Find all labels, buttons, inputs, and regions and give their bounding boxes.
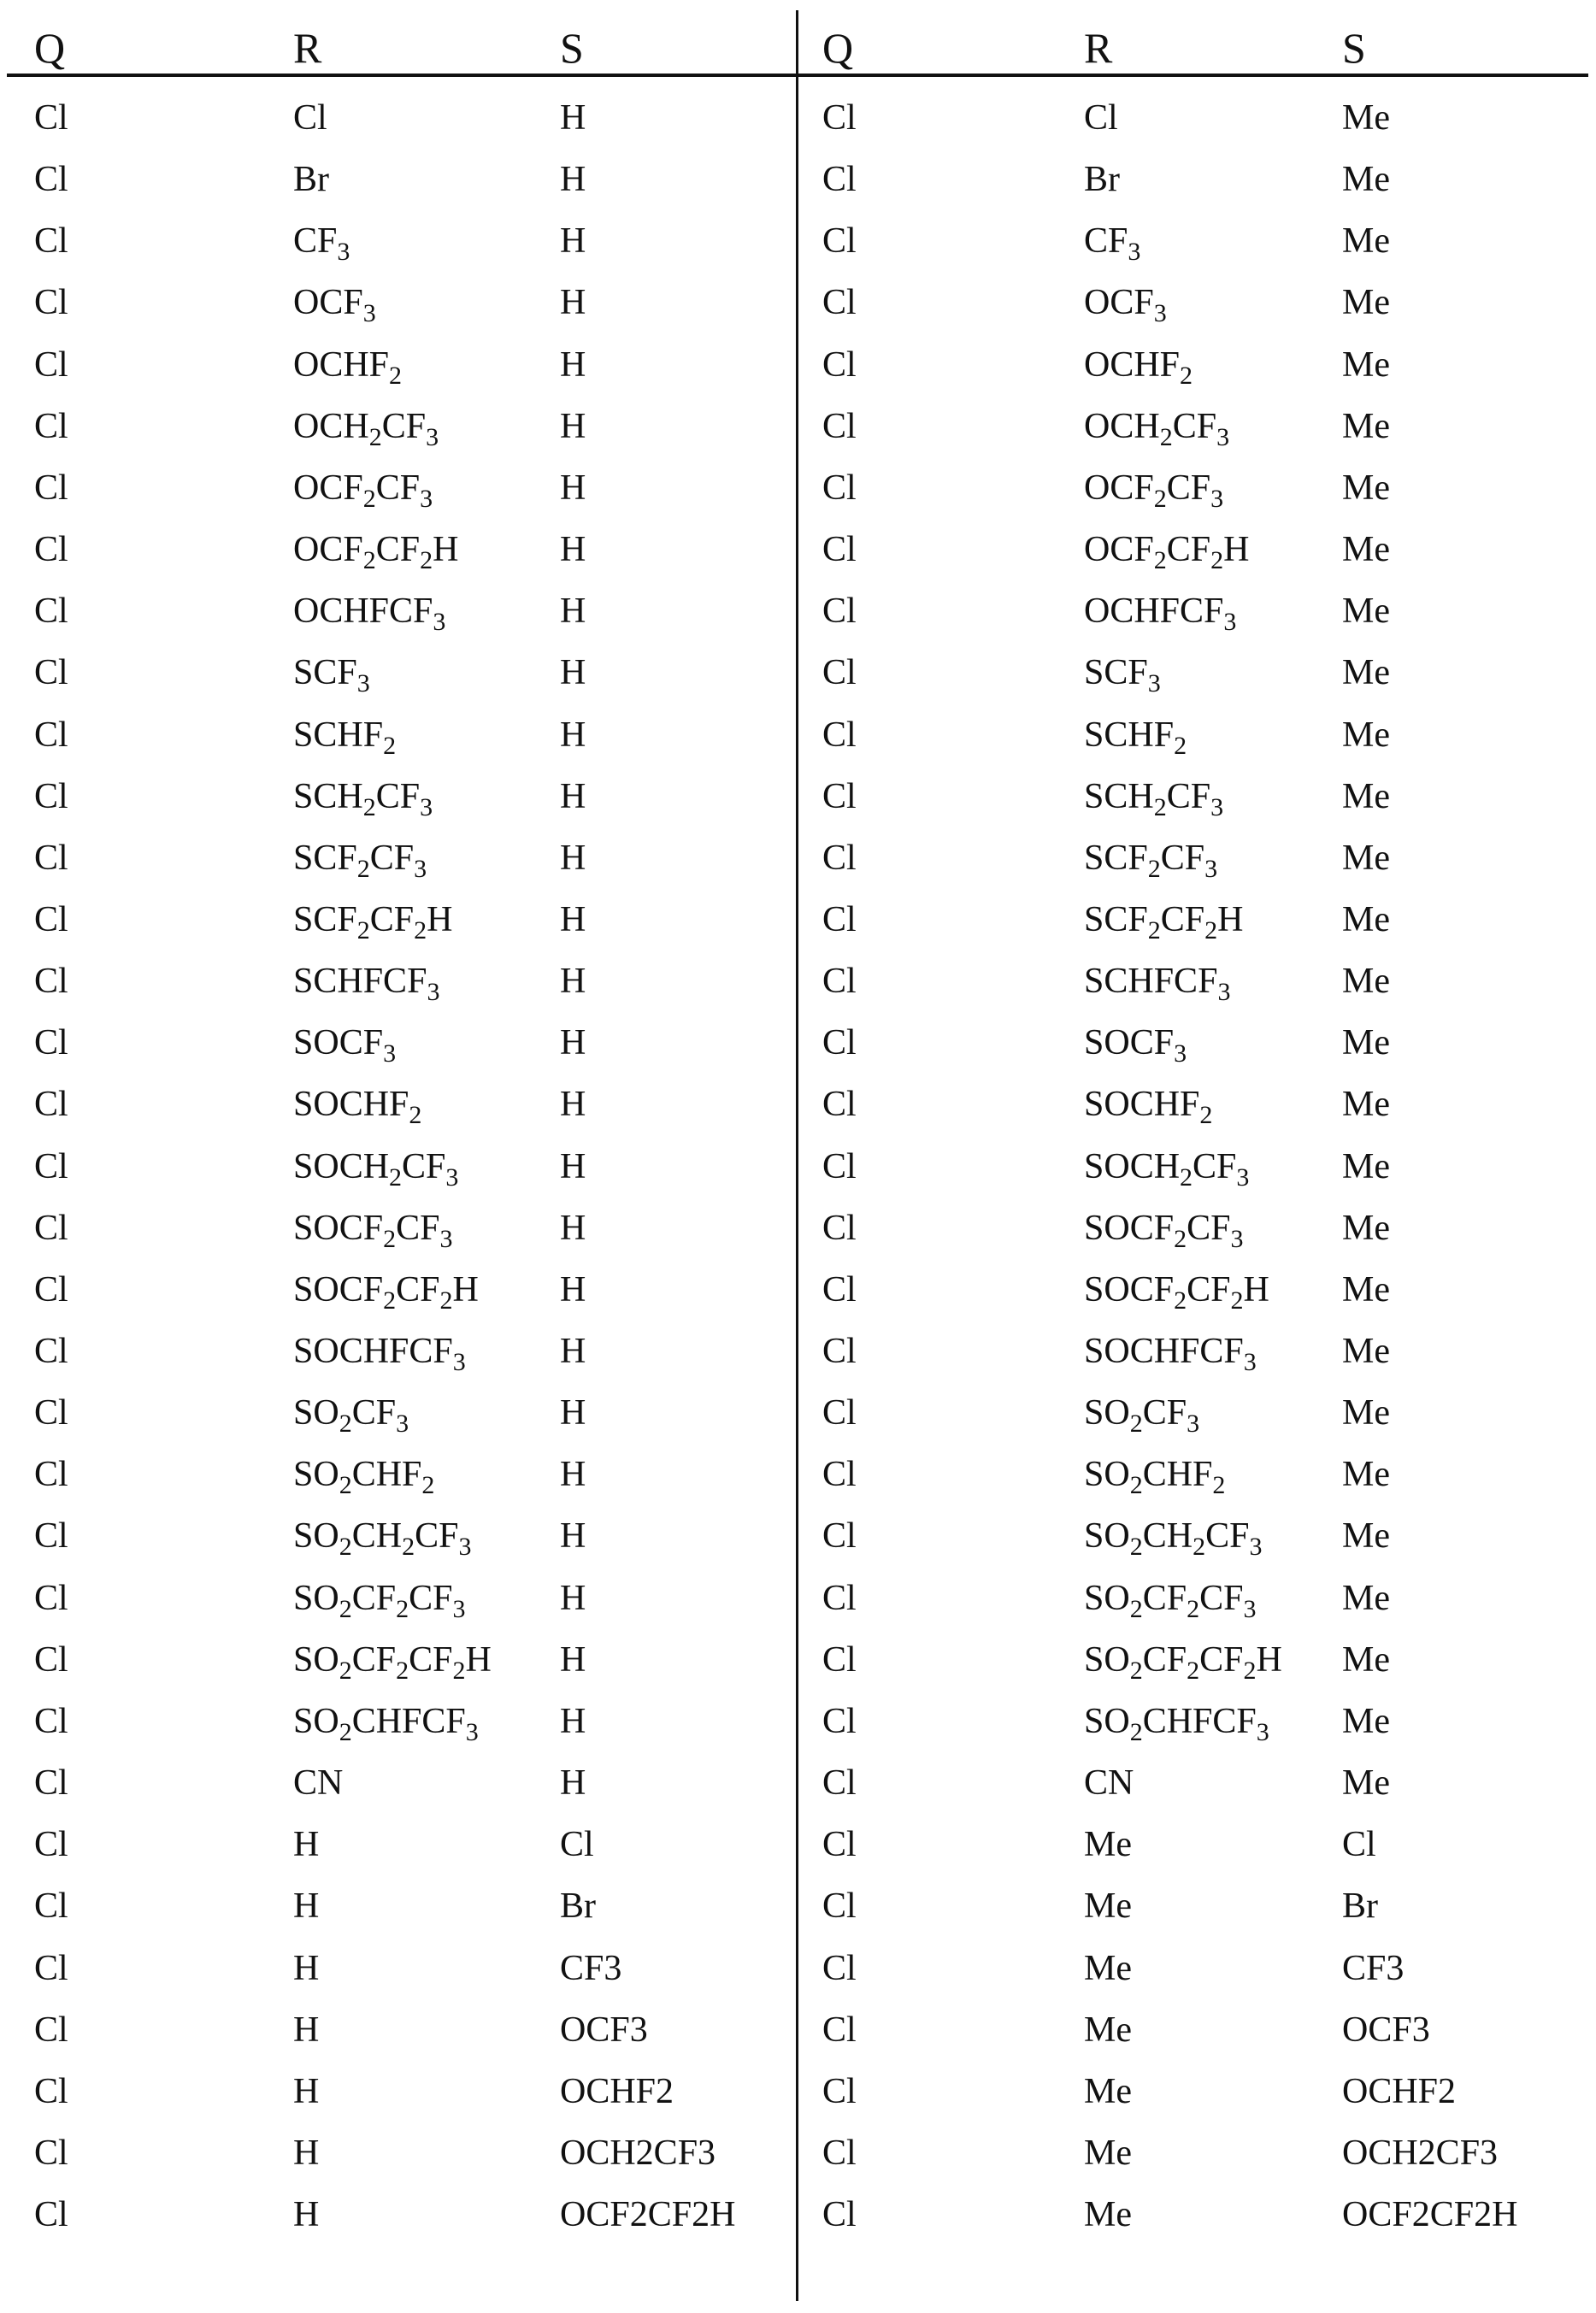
cell-q-right: Cl <box>822 2071 857 2111</box>
cell-r-right: $SCF_2CF_2H$ <box>1084 899 1244 945</box>
table-row <box>0 92 1596 154</box>
cell-q-right: Cl <box>822 468 857 508</box>
table-row <box>0 1079 1596 1140</box>
table-row <box>0 1819 1596 1880</box>
cell-r-right: $SCHF_2$ <box>1084 715 1187 760</box>
cell-s-left: H <box>560 1578 586 1618</box>
cell-q-left: Cl <box>34 1269 68 1310</box>
table-row <box>0 1264 1596 1326</box>
cell-q-right: Cl <box>822 653 857 693</box>
cell-r-left: $SCHF_2$ <box>293 715 397 760</box>
cell-s-right: Me <box>1342 962 1390 1002</box>
table-row <box>0 647 1596 709</box>
cell-q-right: Cl <box>822 1701 857 1741</box>
cell-r-right: $SCH_2CF_3$ <box>1084 776 1224 821</box>
cell-s-right: Me <box>1342 838 1390 878</box>
cell-r-left: H <box>293 1825 320 1865</box>
cell-q-right: Cl <box>822 1578 857 1618</box>
cell-q-right: Cl <box>822 776 857 816</box>
cell-s-left: H <box>560 1023 586 1063</box>
cell-s-right: Me <box>1342 1639 1390 1680</box>
cell-q-right: Cl <box>822 1269 857 1310</box>
cell-r-right: $SOCHFCF_3$ <box>1084 1332 1257 1376</box>
cell-r-right: Cl <box>1084 98 1118 138</box>
cell-s-left: H <box>560 1639 586 1680</box>
cell-q-left: Cl <box>34 1578 68 1618</box>
cell-s-right: Me <box>1342 899 1390 939</box>
cell-q-right: Cl <box>822 2195 857 2235</box>
cell-s-left: H <box>560 283 586 323</box>
cell-s-right: Cl <box>1342 1825 1376 1865</box>
cell-s-right: Me <box>1342 1701 1390 1741</box>
cell-r-left: $SO_2CHF_2$ <box>293 1455 435 1500</box>
cell-r-right: CN <box>1084 1763 1134 1804</box>
cell-q-right: Cl <box>822 2133 857 2173</box>
cell-r-left: $SOCHFCF_3$ <box>293 1332 466 1376</box>
cell-s-left: H <box>560 1085 586 1125</box>
cell-r-right: Me <box>1084 2195 1132 2235</box>
cell-s-right: Me <box>1342 1023 1390 1063</box>
cell-r-left: H <box>293 2010 320 2050</box>
table-row <box>0 586 1596 647</box>
cell-s-left: H <box>560 406 586 446</box>
table-row <box>0 2004 1596 2066</box>
cell-q-right: Cl <box>822 591 857 632</box>
cell-q-right: Cl <box>822 962 857 1002</box>
cell-q-left: Cl <box>34 1639 68 1680</box>
cell-r-right: $OCHF_2$ <box>1084 344 1193 390</box>
cell-s-left: H <box>560 962 586 1002</box>
cell-s-right: Me <box>1342 406 1390 446</box>
cell-r-right: $OCHFCF_3$ <box>1084 591 1237 637</box>
cell-s-left: CF3 <box>560 1948 622 1988</box>
cell-q-right: Cl <box>822 1146 857 1186</box>
cell-s-right: Me <box>1342 468 1390 508</box>
cell-q-right: Cl <box>822 1639 857 1680</box>
table-row <box>0 709 1596 771</box>
cell-r-left: H <box>293 1948 320 1988</box>
cell-r-right: $SO_2CH_2CF_3$ <box>1084 1516 1263 1562</box>
table-row <box>0 277 1596 338</box>
cell-r-left: $SCF_2CF_3$ <box>293 838 427 883</box>
cell-r-right: $CF_3$ <box>1084 221 1141 267</box>
cell-r-right: $SO_2CF_2CF_2H$ <box>1084 1639 1282 1685</box>
cell-q-right: Cl <box>822 715 857 755</box>
cell-r-left: $SCH_2CF_3$ <box>293 776 433 821</box>
cell-s-right: CF3 <box>1342 1948 1405 1988</box>
cell-r-left: CN <box>293 1763 344 1804</box>
cell-q-left: Cl <box>34 1085 68 1125</box>
cell-s-left: H <box>560 530 586 570</box>
cell-r-left: $SCHFCF_3$ <box>293 962 440 1007</box>
cell-q-right: Cl <box>822 1393 857 1433</box>
cell-r-right: $SO_2CHFCF_3$ <box>1084 1701 1269 1746</box>
cell-s-left: H <box>560 1146 586 1186</box>
cell-r-right: $SCHFCF_3$ <box>1084 962 1231 1007</box>
cell-q-left: Cl <box>34 1701 68 1741</box>
table-row <box>0 1757 1596 1819</box>
cell-r-right: $SOCF_3$ <box>1084 1023 1187 1068</box>
table-row <box>0 956 1596 1017</box>
cell-q-left: Cl <box>34 1825 68 1865</box>
cell-q-left: Cl <box>34 899 68 939</box>
cell-r-left: Br <box>293 160 329 200</box>
cell-q-right: Cl <box>822 160 857 200</box>
cell-r-right: Me <box>1084 1886 1132 1927</box>
cell-s-right: Me <box>1342 1208 1390 1248</box>
cell-s-left: H <box>560 468 586 508</box>
cell-s-right: OCH2CF3 <box>1342 2133 1499 2173</box>
cell-q-left: Cl <box>34 1516 68 1557</box>
cell-r-left: H <box>293 2133 320 2173</box>
cell-q-left: Cl <box>34 653 68 693</box>
cell-r-right: Me <box>1084 1825 1132 1865</box>
table-row <box>0 1326 1596 1387</box>
cell-r-left: Cl <box>293 98 327 138</box>
cell-r-left: $SCF_3$ <box>293 653 370 698</box>
cell-q-left: Cl <box>34 1948 68 1988</box>
cell-r-left: $OCHFCF_3$ <box>293 591 446 637</box>
table-row <box>0 1634 1596 1696</box>
cell-q-right: Cl <box>822 221 857 262</box>
cell-q-right: Cl <box>822 1886 857 1927</box>
cell-r-right: $SOCF_2CF_2H$ <box>1084 1269 1269 1315</box>
cell-s-right: Me <box>1342 591 1390 632</box>
cell-r-left: $SOCF_3$ <box>293 1023 397 1068</box>
cell-s-right: Me <box>1342 98 1390 138</box>
cell-q-left: Cl <box>34 530 68 570</box>
cell-r-right: $SOCF_2CF_3$ <box>1084 1208 1244 1253</box>
cell-s-left: H <box>560 899 586 939</box>
header-s-right: S <box>1342 24 1366 72</box>
cell-q-right: Cl <box>822 98 857 138</box>
cell-q-left: Cl <box>34 1763 68 1804</box>
cell-s-left: H <box>560 591 586 632</box>
cell-s-right: OCF3 <box>1342 2010 1430 2050</box>
cell-q-left: Cl <box>34 406 68 446</box>
cell-r-left: $OCH_2CF_3$ <box>293 406 439 451</box>
cell-q-left: Cl <box>34 962 68 1002</box>
cell-q-left: Cl <box>34 468 68 508</box>
cell-r-left: H <box>293 1886 320 1927</box>
cell-s-right: Me <box>1342 160 1390 200</box>
table-row <box>0 2189 1596 2251</box>
cell-q-right: Cl <box>822 344 857 385</box>
cell-r-left: H <box>293 2071 320 2111</box>
cell-q-right: Cl <box>822 1208 857 1248</box>
table-row <box>0 1017 1596 1079</box>
cell-s-left: H <box>560 1393 586 1433</box>
cell-q-right: Cl <box>822 838 857 878</box>
cell-q-right: Cl <box>822 1023 857 1063</box>
cell-q-right: Cl <box>822 899 857 939</box>
cell-q-left: Cl <box>34 1208 68 1248</box>
cell-r-left: $OCF_2CF_2H$ <box>293 530 459 575</box>
table-row <box>0 1203 1596 1264</box>
cell-s-left: H <box>560 653 586 693</box>
cell-q-right: Cl <box>822 406 857 446</box>
header-s-left: S <box>560 24 584 72</box>
cell-s-left: OCH2CF3 <box>560 2133 716 2173</box>
cell-q-left: Cl <box>34 283 68 323</box>
table-row <box>0 1943 1596 2004</box>
table-row <box>0 462 1596 524</box>
cell-q-left: Cl <box>34 98 68 138</box>
cell-q-right: Cl <box>822 1948 857 1988</box>
table-row <box>0 1696 1596 1757</box>
cell-r-left: $SO_2CHFCF_3$ <box>293 1701 479 1746</box>
cell-r-left: $CF_3$ <box>293 221 350 267</box>
cell-r-left: $SOCHF_2$ <box>293 1085 422 1130</box>
cell-q-left: Cl <box>34 2010 68 2050</box>
cell-r-left: $SOCF_2CF_3$ <box>293 1208 453 1253</box>
cell-s-right: Me <box>1342 1455 1390 1495</box>
cell-q-left: Cl <box>34 591 68 632</box>
cell-s-left: H <box>560 838 586 878</box>
cell-s-right: Me <box>1342 283 1390 323</box>
cell-s-left: H <box>560 1516 586 1557</box>
cell-r-right: $OCH_2CF_3$ <box>1084 406 1230 451</box>
cell-r-left: $SO_2CF_3$ <box>293 1393 409 1439</box>
cell-q-left: Cl <box>34 1146 68 1186</box>
cell-q-right: Cl <box>822 1825 857 1865</box>
cell-r-left: $SOCH_2CF_3$ <box>293 1146 459 1192</box>
cell-q-right: Cl <box>822 1516 857 1557</box>
cell-r-left: $SO_2CF_2CF_3$ <box>293 1578 466 1623</box>
cell-r-right: $OCF_3$ <box>1084 283 1167 328</box>
cell-q-left: Cl <box>34 1023 68 1063</box>
table-row <box>0 1449 1596 1510</box>
cell-s-right: Br <box>1342 1886 1378 1927</box>
cell-q-right: Cl <box>822 283 857 323</box>
cell-q-left: Cl <box>34 1455 68 1495</box>
table-row <box>0 524 1596 586</box>
cell-s-right: Me <box>1342 344 1390 385</box>
cell-r-right: $OCF_2CF_3$ <box>1084 468 1224 513</box>
cell-s-left: OCHF2 <box>560 2071 674 2111</box>
cell-q-left: Cl <box>34 715 68 755</box>
header-q-right: Q <box>822 24 854 72</box>
cell-r-left: $SCF_2CF_2H$ <box>293 899 453 945</box>
table-row <box>0 1510 1596 1572</box>
cell-q-left: Cl <box>34 1332 68 1371</box>
table-row <box>0 771 1596 833</box>
cell-r-right: Me <box>1084 1948 1132 1988</box>
table-row <box>0 215 1596 277</box>
cell-q-right: Cl <box>822 1763 857 1804</box>
cell-r-left: $OCF_3$ <box>293 283 376 328</box>
table-row <box>0 894 1596 956</box>
cell-s-right: Me <box>1342 1393 1390 1433</box>
cell-q-right: Cl <box>822 2010 857 2050</box>
table-row <box>0 2066 1596 2128</box>
cell-r-right: $SCF_3$ <box>1084 653 1161 698</box>
cell-q-left: Cl <box>34 776 68 816</box>
cell-q-right: Cl <box>822 1085 857 1125</box>
table-row <box>0 1387 1596 1449</box>
cell-q-left: Cl <box>34 1886 68 1927</box>
cell-s-right: Me <box>1342 1085 1390 1125</box>
cell-s-right: Me <box>1342 1269 1390 1310</box>
cell-q-left: Cl <box>34 160 68 200</box>
cell-s-left: H <box>560 1701 586 1741</box>
cell-s-left: H <box>560 1269 586 1310</box>
cell-s-left: H <box>560 715 586 755</box>
cell-q-right: Cl <box>822 530 857 570</box>
table-row <box>0 1141 1596 1203</box>
cell-s-right: Me <box>1342 1146 1390 1186</box>
cell-r-right: $SOCHF_2$ <box>1084 1085 1213 1130</box>
cell-r-left: $OCHF_2$ <box>293 344 403 390</box>
header-q-left: Q <box>34 24 66 72</box>
table-row <box>0 1573 1596 1634</box>
cell-s-left: Cl <box>560 1825 594 1865</box>
cell-s-left: OCF2CF2H <box>560 2195 736 2235</box>
cell-r-left: $OCF_2CF_3$ <box>293 468 433 513</box>
cell-s-left: H <box>560 776 586 816</box>
cell-q-left: Cl <box>34 2071 68 2111</box>
table-row <box>0 2128 1596 2189</box>
cell-s-left: H <box>560 1208 586 1248</box>
cell-q-left: Cl <box>34 221 68 262</box>
cell-r-right: Me <box>1084 2133 1132 2173</box>
cell-s-left: H <box>560 221 586 262</box>
cell-q-left: Cl <box>34 838 68 878</box>
cell-s-right: Me <box>1342 1763 1390 1804</box>
cell-r-right: $SO_2CHF_2$ <box>1084 1455 1226 1500</box>
cell-s-left: H <box>560 1332 586 1371</box>
table-row <box>0 339 1596 401</box>
table-row <box>0 154 1596 215</box>
cell-q-left: Cl <box>34 1393 68 1433</box>
cell-q-right: Cl <box>822 1332 857 1371</box>
table-row <box>0 1880 1596 1942</box>
cell-r-left: H <box>293 2195 320 2235</box>
cell-s-right: Me <box>1342 1332 1390 1371</box>
table-row <box>0 833 1596 894</box>
cell-r-right: Br <box>1084 160 1120 200</box>
cell-s-right: OCHF2 <box>1342 2071 1457 2111</box>
cell-s-right: Me <box>1342 530 1390 570</box>
cell-r-left: $SO_2CF_2CF_2H$ <box>293 1639 492 1685</box>
cell-s-left: H <box>560 160 586 200</box>
cell-s-left: H <box>560 1455 586 1495</box>
cell-r-left: $SO_2CH_2CF_3$ <box>293 1516 472 1562</box>
cell-r-right: $OCF_2CF_2H$ <box>1084 530 1250 575</box>
cell-q-right: Cl <box>822 1455 857 1495</box>
cell-s-right: Me <box>1342 1516 1390 1557</box>
cell-s-right: OCF2CF2H <box>1342 2195 1518 2235</box>
cell-s-right: Me <box>1342 1578 1390 1618</box>
cell-r-right: Me <box>1084 2071 1132 2111</box>
cell-q-left: Cl <box>34 2133 68 2173</box>
cell-s-left: Br <box>560 1886 596 1927</box>
header-r-right: R <box>1084 24 1113 72</box>
cell-s-left: H <box>560 1763 586 1804</box>
cell-r-right: $SO_2CF_2CF_3$ <box>1084 1578 1257 1623</box>
cell-r-right: Me <box>1084 2010 1132 2050</box>
cell-r-left: $SOCF_2CF_2H$ <box>293 1269 479 1315</box>
cell-s-right: Me <box>1342 715 1390 755</box>
cell-r-right: $SCF_2CF_3$ <box>1084 838 1218 883</box>
cell-s-right: Me <box>1342 776 1390 816</box>
cell-s-left: H <box>560 98 586 138</box>
cell-q-left: Cl <box>34 344 68 385</box>
cell-s-left: OCF3 <box>560 2010 648 2050</box>
cell-s-left: H <box>560 344 586 385</box>
cell-r-right: $SO_2CF_3$ <box>1084 1393 1200 1439</box>
cell-q-left: Cl <box>34 2195 68 2235</box>
cell-r-right: $SOCH_2CF_3$ <box>1084 1146 1250 1192</box>
header-r-left: R <box>293 24 322 72</box>
table-row <box>0 401 1596 462</box>
cell-s-right: Me <box>1342 221 1390 262</box>
cell-s-right: Me <box>1342 653 1390 693</box>
